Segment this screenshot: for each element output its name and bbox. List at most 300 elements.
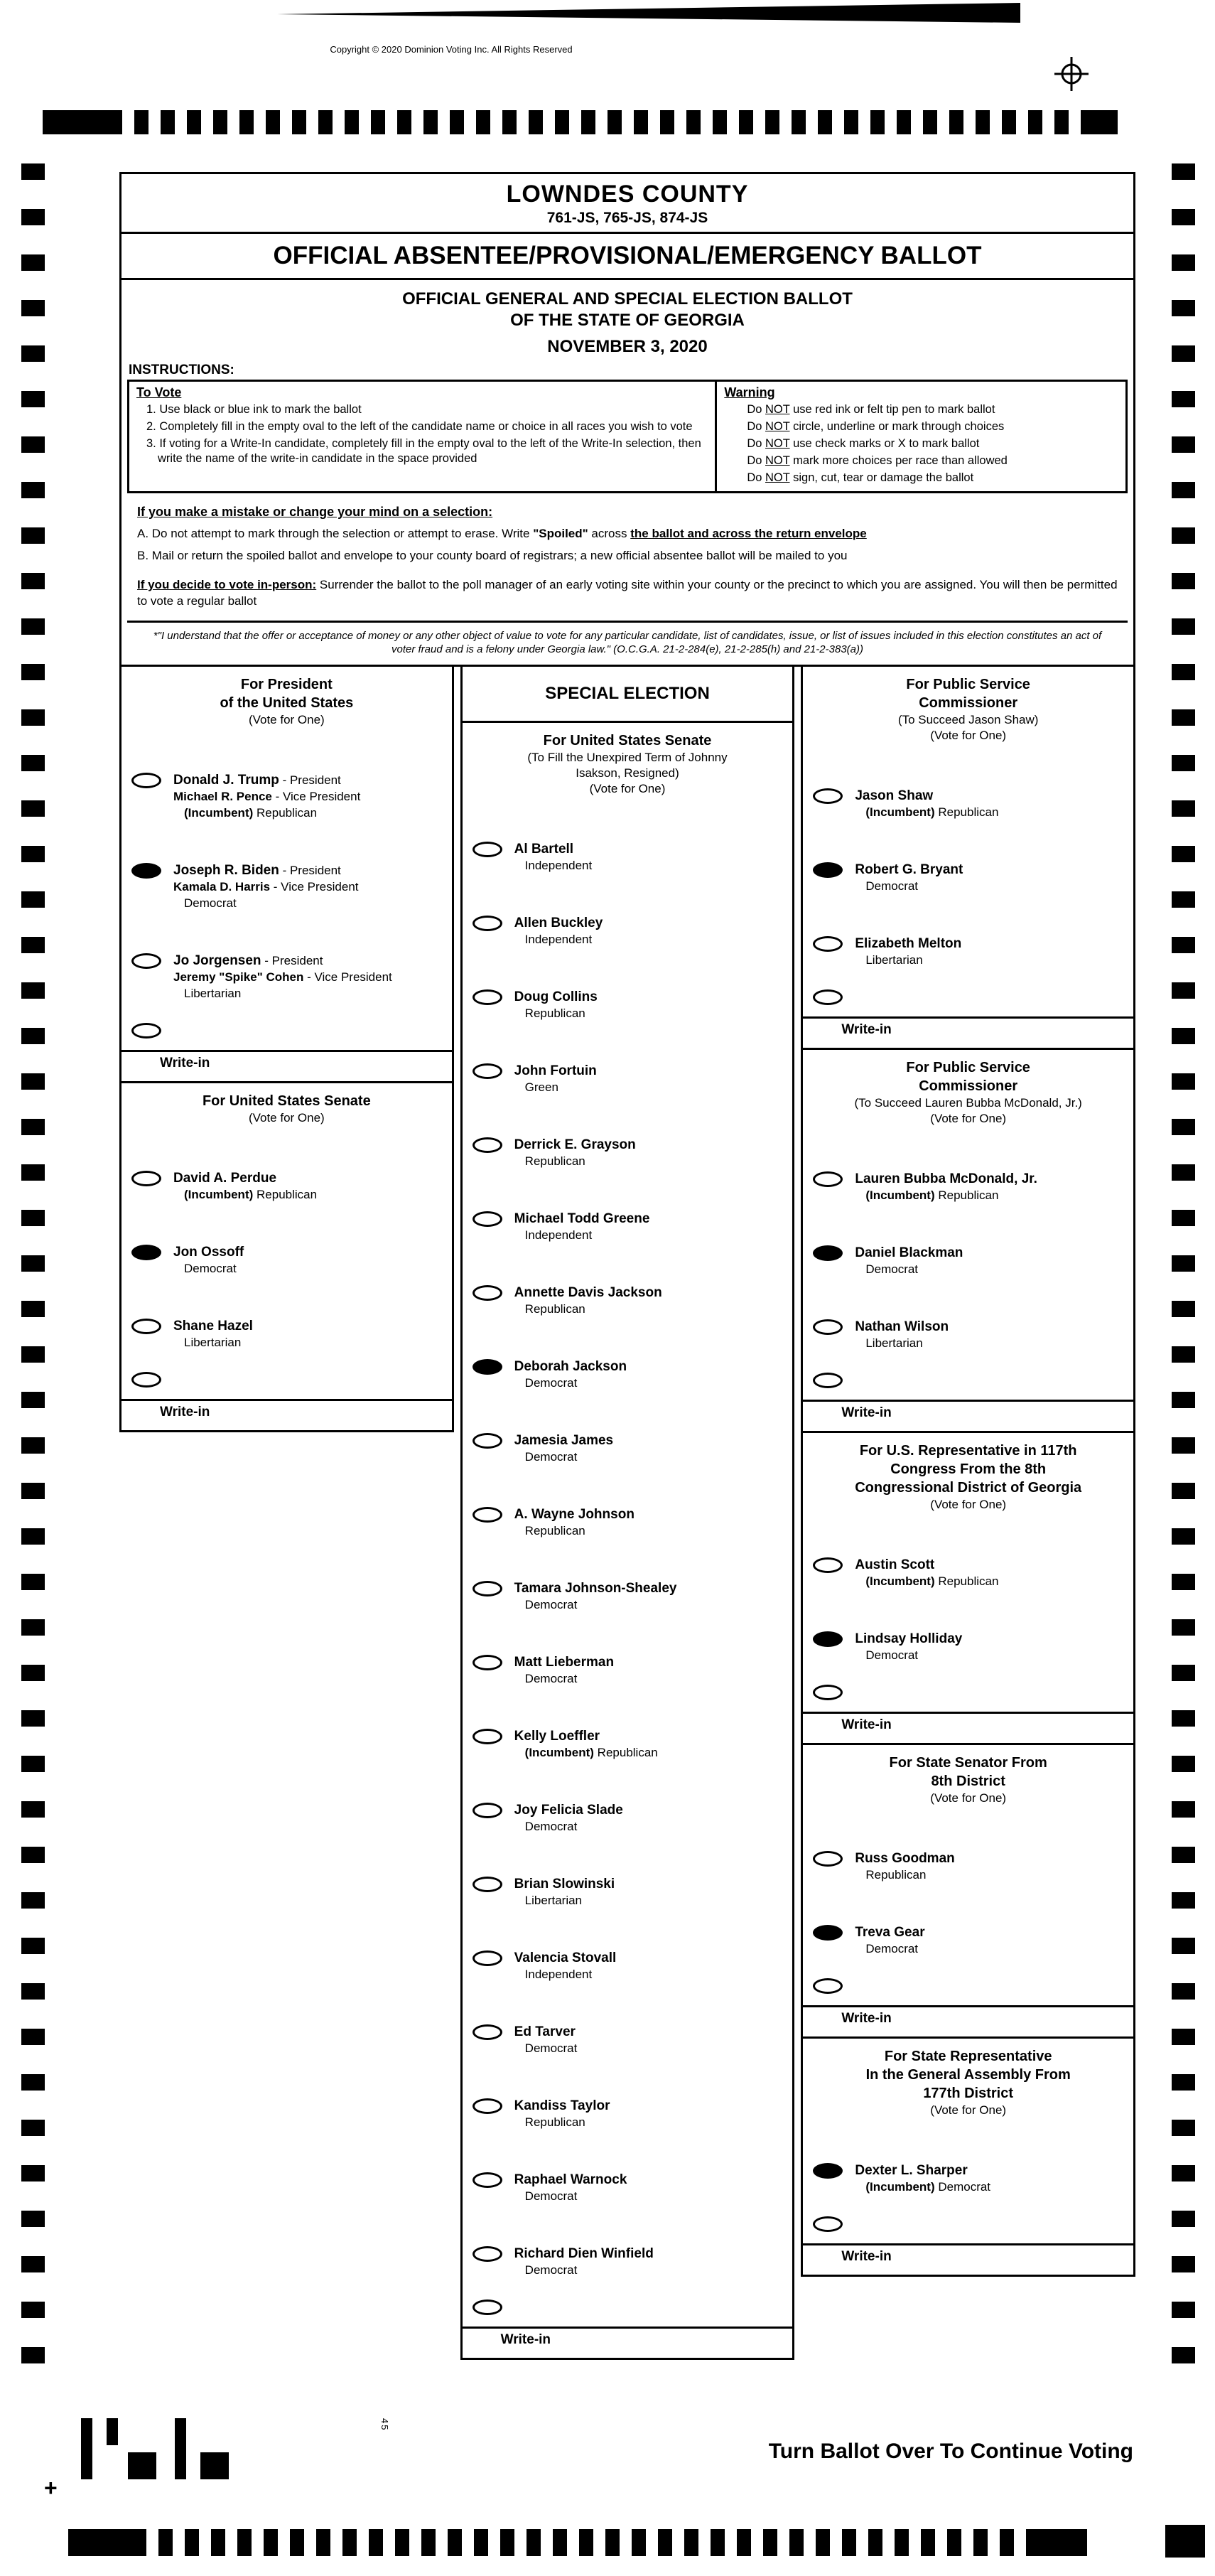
contest-header xyxy=(122,667,452,731)
timing-mark xyxy=(21,2074,45,2091)
candidate-text xyxy=(514,2024,578,2056)
candidate-row xyxy=(463,1950,793,1982)
candidate-text xyxy=(173,1170,317,1203)
candidate-row xyxy=(803,1850,1133,1883)
contest-box xyxy=(460,721,795,2360)
copyright-text: Copyright © 2020 Dominion Voting Inc. All Rights Reserved xyxy=(330,44,573,55)
ballot-oval-empty[interactable] xyxy=(472,842,502,857)
candidate-line: Kandiss Taylor xyxy=(514,2098,610,2113)
timing-mark xyxy=(21,2120,45,2136)
ballot-oval-empty[interactable] xyxy=(472,1655,502,1670)
ballot-oval-filled[interactable] xyxy=(813,1631,843,1647)
timing-mark xyxy=(1172,1665,1195,1681)
fraud-notice: *"I understand that the offer or acceptance of money or any other object of value to vote for any particular candidate, list of candidates, issue, or list of issues included in this election constitutes an act of voter fraud and is a felony under Georgia law." (O.C.G.A. 21-2-284(e), 21-2-285(h) and 21-2-383(a)) xyxy=(127,621,1128,665)
write-in-oval-empty[interactable] xyxy=(813,1685,843,1700)
contest-header xyxy=(803,1433,1133,1515)
candidate-line: Austin Scott xyxy=(855,1557,935,1572)
write-in-line[interactable] xyxy=(803,1016,1133,1019)
ballot-title-section xyxy=(122,234,1133,280)
candidate-text xyxy=(173,1318,253,1351)
candidate-row xyxy=(803,2162,1133,2195)
election-date: NOVEMBER 3, 2020 xyxy=(547,337,708,356)
candidate-line: Derrick E. Grayson xyxy=(514,1137,636,1152)
write-in-line[interactable] xyxy=(463,2327,793,2329)
timing-mark xyxy=(1172,2074,1195,2091)
timing-mark xyxy=(605,2529,620,2556)
candidate-text xyxy=(855,1924,924,1957)
contest-title: For President xyxy=(240,677,333,692)
candidate-line: Richard Dien Winfield xyxy=(514,2246,654,2261)
timing-mark xyxy=(395,2529,409,2556)
candidate-line: Nathan Wilson xyxy=(855,1319,949,1334)
timing-mark xyxy=(21,1210,45,1226)
candidate-line: Joy Felicia Slade xyxy=(514,1803,623,1818)
write-in-oval-empty[interactable] xyxy=(131,1372,161,1388)
candidate-line: Democrat xyxy=(524,2263,578,2277)
candidate-line: Libertarian xyxy=(865,953,923,967)
timing-mark xyxy=(792,110,806,134)
timing-mark xyxy=(1172,2120,1195,2136)
candidate-text xyxy=(514,915,603,948)
timing-mark xyxy=(1172,482,1195,498)
timing-mark xyxy=(1028,110,1042,134)
election-title-line1: OFFICIAL GENERAL AND SPECIAL ELECTION BALLOT xyxy=(402,289,853,308)
ballot-oval-empty[interactable] xyxy=(472,1950,502,1966)
timing-mark xyxy=(1172,891,1195,908)
timing-mark xyxy=(21,1028,45,1044)
timing-mark xyxy=(476,110,490,134)
candidate-row xyxy=(122,772,452,821)
timing-mark xyxy=(1172,1710,1195,1727)
timing-mark xyxy=(897,110,911,134)
timing-mark xyxy=(1054,110,1069,134)
candidate-line: Elizabeth Melton xyxy=(855,936,962,951)
candidate-line: (Incumbent) Republican xyxy=(865,1574,999,1588)
timing-mark xyxy=(608,110,622,134)
ballot-oval-empty[interactable] xyxy=(472,1285,502,1301)
ballot-column-2 xyxy=(460,665,795,2360)
candidate-text xyxy=(514,989,598,1021)
candidate-row xyxy=(803,1631,1133,1663)
write-in-area xyxy=(803,1373,1133,1421)
ballot-oval-empty[interactable] xyxy=(472,1877,502,1892)
timing-mark xyxy=(423,110,438,134)
to-vote-list xyxy=(136,402,708,466)
write-in-line[interactable] xyxy=(803,2243,1133,2245)
mistake-list xyxy=(127,526,1128,564)
candidate-text xyxy=(855,1631,962,1663)
turn-ballot-over-text: Turn Ballot Over To Continue Voting xyxy=(768,2440,1133,2463)
timing-mark xyxy=(21,391,45,407)
timing-mark xyxy=(421,2529,436,2556)
timing-mark xyxy=(21,2211,45,2227)
timing-mark xyxy=(818,110,832,134)
ballot-oval-empty[interactable] xyxy=(472,2024,502,2040)
timing-mark xyxy=(237,2529,252,2556)
candidate-line: Allen Buckley xyxy=(514,916,603,930)
contest-box xyxy=(801,2036,1135,2277)
mistake-instruction: A. Do not attempt to mark through the selection or attempt to erase. Write "Spoiled" across the ballot and across the return envelope xyxy=(137,527,867,540)
timing-mark xyxy=(553,2529,567,2556)
candidate-row xyxy=(463,1654,793,1687)
ballot-oval-empty[interactable] xyxy=(472,1507,502,1523)
timing-mark xyxy=(21,1938,45,1954)
ballot-oval-empty[interactable] xyxy=(472,2172,502,2188)
candidate-line: Republican xyxy=(524,1154,585,1168)
timing-mark xyxy=(21,2256,45,2272)
write-in-label: Write-in xyxy=(841,1405,892,1420)
write-in-oval-empty[interactable] xyxy=(813,2216,843,2232)
candidate-text xyxy=(514,1580,677,1613)
timing-mark xyxy=(737,2529,751,2556)
candidate-line: Brian Slowinski xyxy=(514,1877,615,1891)
timing-mark xyxy=(21,1437,45,1454)
write-in-area xyxy=(122,1372,452,1420)
candidate-row xyxy=(803,1319,1133,1351)
candidate-text xyxy=(514,1876,615,1909)
candidate-text xyxy=(514,1358,627,1391)
candidate-row xyxy=(463,1358,793,1391)
candidate-line: Lauren Bubba McDonald, Jr. xyxy=(855,1171,1037,1186)
timing-mark xyxy=(369,2529,383,2556)
timing-mark xyxy=(555,110,569,134)
candidate-text xyxy=(514,1211,650,1243)
timing-mark xyxy=(502,110,517,134)
ballot-oval-empty[interactable] xyxy=(472,1803,502,1818)
timing-mark xyxy=(21,300,45,316)
ballot-oval-empty[interactable] xyxy=(472,1729,502,1744)
candidate-line: David A. Perdue xyxy=(173,1171,277,1186)
ballot-oval-filled[interactable] xyxy=(813,2163,843,2179)
candidate-line: Valencia Stovall xyxy=(514,1950,617,1965)
ballot-oval-empty[interactable] xyxy=(813,1171,843,1187)
contest-subtitle: (To Fill the Unexpired Term of Johnny xyxy=(527,751,728,764)
candidate-text xyxy=(514,1950,617,1982)
ballot-oval-empty[interactable] xyxy=(131,773,161,788)
ballot-oval-empty[interactable] xyxy=(472,2098,502,2114)
candidate-line: Michael Todd Greene xyxy=(514,1211,650,1226)
candidate-line: Democrat xyxy=(184,1262,237,1275)
to-vote-instruction: 2. Completely fill in the empty oval to the left of the candidate name or choice in all races you wish to vote xyxy=(146,420,693,433)
in-person-note xyxy=(127,576,1128,609)
candidate-text xyxy=(855,1850,954,1883)
candidate-line: Libertarian xyxy=(524,1894,582,1907)
contest-subtitle: (Vote for One) xyxy=(930,1791,1007,1805)
contest-title: For State Representative xyxy=(884,2049,1052,2064)
timing-mark xyxy=(21,1119,45,1135)
timing-mark xyxy=(21,436,45,453)
timing-mark xyxy=(21,709,45,726)
candidate-line: Jeremy "Spike" Cohen - Vice President xyxy=(173,970,392,984)
ballot-oval-empty[interactable] xyxy=(813,1319,843,1335)
timing-mark xyxy=(921,2529,935,2556)
candidate-row xyxy=(463,2172,793,2204)
candidate-text xyxy=(855,935,961,968)
write-in-oval-empty[interactable] xyxy=(131,1023,161,1039)
candidate-line: Democrat xyxy=(865,1262,919,1276)
candidate-text xyxy=(173,952,392,1002)
timing-mark xyxy=(448,2529,462,2556)
timing-mark xyxy=(1172,391,1195,407)
timing-bar xyxy=(1026,2529,1087,2556)
candidate-line: Raphael Warnock xyxy=(514,2172,627,2187)
candidate-row xyxy=(463,1580,793,1613)
candidate-row xyxy=(463,1211,793,1243)
candidate-text xyxy=(855,1171,1037,1203)
timing-mark xyxy=(161,110,175,134)
timing-mark xyxy=(1172,2302,1195,2318)
candidate-row xyxy=(463,2098,793,2130)
timing-mark xyxy=(1172,618,1195,635)
contest-box xyxy=(801,1743,1135,2039)
candidate-text xyxy=(514,1506,634,1539)
ballot-oval-empty[interactable] xyxy=(472,1581,502,1596)
timing-mark xyxy=(684,2529,698,2556)
candidate-row xyxy=(803,935,1133,968)
candidate-row xyxy=(122,1170,452,1203)
timing-mark xyxy=(870,110,885,134)
contest-title: Commissioner xyxy=(919,1078,1018,1094)
timing-mark xyxy=(1172,300,1195,316)
timing-mark xyxy=(1172,436,1195,453)
write-in-oval-empty[interactable] xyxy=(813,1373,843,1388)
ballot-oval-empty[interactable] xyxy=(813,788,843,804)
ballot-oval-empty[interactable] xyxy=(472,1137,502,1153)
write-in-line[interactable] xyxy=(122,1050,452,1052)
candidate-line: Al Bartell xyxy=(514,842,574,857)
timing-mark xyxy=(1172,1210,1195,1226)
candidate-line: (Incumbent) Democrat xyxy=(865,2180,991,2194)
candidate-line: Joseph R. Biden - President xyxy=(173,863,341,878)
timing-mark xyxy=(21,755,45,771)
candidate-line: Republican xyxy=(524,1302,585,1316)
warning-instruction: Do NOT mark more choices per race than allowed xyxy=(747,454,1008,467)
scan-artifact xyxy=(273,1,1026,27)
candidate-line: (Incumbent) Republican xyxy=(184,806,318,820)
timing-mark xyxy=(1172,345,1195,362)
timing-mark xyxy=(660,110,674,134)
timing-mark xyxy=(21,2347,45,2363)
ballot-oval-filled[interactable] xyxy=(131,1245,161,1260)
special-election-banner: SPECIAL ELECTION xyxy=(460,665,795,723)
candidate-line: Republican xyxy=(524,1524,585,1537)
ballot-oval-empty[interactable] xyxy=(813,936,843,952)
candidate-line: (Incumbent) Republican xyxy=(865,805,999,819)
ballot-column-1 xyxy=(119,665,454,1432)
contest-box xyxy=(119,665,454,1083)
timing-mark xyxy=(1172,163,1195,180)
timing-mark xyxy=(1172,755,1195,771)
timing-mark xyxy=(1172,664,1195,680)
timing-mark xyxy=(1172,209,1195,225)
instructions-label: INSTRUCTIONS: xyxy=(129,363,234,377)
alignment-bar xyxy=(128,2452,156,2479)
ballot-oval-empty[interactable] xyxy=(472,2246,502,2262)
timing-mark xyxy=(21,982,45,999)
candidate-line: Independent xyxy=(524,859,593,872)
timing-mark xyxy=(21,1619,45,1636)
candidate-line: John Fortuin xyxy=(514,1063,597,1078)
ballot-oval-filled[interactable] xyxy=(813,1245,843,1261)
write-in-area xyxy=(122,1023,452,1071)
timing-mark xyxy=(158,2529,173,2556)
timing-mark xyxy=(868,2529,882,2556)
timing-mark xyxy=(21,846,45,862)
candidate-line: Dexter L. Sharper xyxy=(855,2163,968,2178)
timing-mark xyxy=(21,1392,45,1408)
timing-mark xyxy=(1000,2529,1014,2556)
mistake-title: If you make a mistake or change your mind on a selection: xyxy=(137,505,493,519)
write-in-oval-empty[interactable] xyxy=(813,1978,843,1994)
contest-subtitle: (To Succeed Lauren Bubba McDonald, Jr.) xyxy=(854,1096,1082,1110)
contest-title: Commissioner xyxy=(919,695,1018,711)
timing-mark xyxy=(21,482,45,498)
ballot-oval-empty[interactable] xyxy=(131,1171,161,1186)
candidate-line: Michael R. Pence - Vice President xyxy=(173,790,361,803)
county-name: LOWNDES COUNTY xyxy=(506,181,749,208)
timing-mark xyxy=(21,1255,45,1272)
ballot-oval-empty[interactable] xyxy=(472,1063,502,1079)
candidate-line: Jon Ossoff xyxy=(173,1245,244,1260)
ballot-oval-empty[interactable] xyxy=(813,1557,843,1573)
ballot-oval-empty[interactable] xyxy=(131,953,161,969)
candidate-text xyxy=(514,2172,627,2204)
contest-title: For Public Service xyxy=(906,677,1030,692)
contest-subtitle: (To Succeed Jason Shaw) xyxy=(897,713,1039,726)
timing-mark xyxy=(21,1983,45,2000)
timing-mark xyxy=(973,2529,988,2556)
in-person-text: Surrender the ballot to the poll manager of an early voting site within your county or the precinct to which you are assigned. You will then be permitted to vote a regular ballot xyxy=(137,578,1118,608)
candidate-row xyxy=(463,2245,793,2278)
timing-mark xyxy=(1172,2029,1195,2045)
timing-mark xyxy=(1172,1437,1195,1454)
candidate-row xyxy=(122,1244,452,1277)
timing-mark xyxy=(21,1847,45,1863)
candidate-line: Lindsay Holliday xyxy=(855,1631,963,1646)
timing-corner-mark xyxy=(1165,2525,1205,2558)
candidate-line: Democrat xyxy=(524,1820,578,1833)
alignment-bar xyxy=(81,2418,92,2479)
ballot-oval-filled[interactable] xyxy=(813,1925,843,1941)
candidate-row xyxy=(803,1245,1133,1277)
timing-mark xyxy=(1172,709,1195,726)
ballot-oval-empty[interactable] xyxy=(131,1319,161,1334)
mistake-section xyxy=(127,505,1128,564)
candidate-line: Libertarian xyxy=(865,1336,923,1350)
timing-mark xyxy=(1172,1392,1195,1408)
contest-subtitle: (Vote for One) xyxy=(930,2103,1007,2117)
timing-mark xyxy=(21,1483,45,1499)
timing-mark xyxy=(947,2529,961,2556)
candidate-line: Democrat xyxy=(865,879,919,893)
candidate-line: A. Wayne Johnson xyxy=(514,1507,634,1522)
candidate-line: Democrat xyxy=(865,1648,919,1662)
candidate-line: Democrat xyxy=(524,1672,578,1685)
write-in-label: Write-in xyxy=(841,1022,892,1037)
ballot-oval-empty[interactable] xyxy=(472,1211,502,1227)
registration-plus-icon: + xyxy=(44,2475,58,2501)
timing-mark xyxy=(632,2529,646,2556)
candidate-line: Treva Gear xyxy=(855,1925,925,1940)
warning-title: Warning xyxy=(724,385,775,399)
ballot-oval-empty[interactable] xyxy=(472,916,502,931)
candidate-text xyxy=(514,2245,654,2278)
timing-mark xyxy=(529,110,543,134)
candidate-row xyxy=(122,1318,452,1351)
candidate-row xyxy=(803,1557,1133,1589)
ballot-oval-empty[interactable] xyxy=(472,1433,502,1449)
timing-mark xyxy=(1002,110,1016,134)
timing-mark xyxy=(239,110,254,134)
precinct-codes: 761-JS, 765-JS, 874-JS xyxy=(546,210,708,226)
timing-mark xyxy=(1172,1801,1195,1818)
timing-mark xyxy=(949,110,963,134)
ballot-oval-empty[interactable] xyxy=(813,1851,843,1867)
candidate-line: Shane Hazel xyxy=(173,1319,253,1333)
contest-header xyxy=(803,2039,1133,2121)
timing-mark xyxy=(1172,982,1195,999)
write-in-line[interactable] xyxy=(803,2005,1133,2007)
warning-instruction: Do NOT circle, underline or mark through choices xyxy=(747,420,1005,433)
ballot-column-3 xyxy=(801,665,1135,2277)
contest-title: For U.S. Representative in 117th xyxy=(859,1443,1077,1459)
timing-mark xyxy=(1172,1346,1195,1363)
candidate-line: Independent xyxy=(524,1228,593,1242)
write-in-line[interactable] xyxy=(122,1399,452,1401)
candidate-text xyxy=(855,1245,963,1277)
ballot-oval-filled[interactable] xyxy=(131,863,161,879)
timing-bar xyxy=(68,2529,146,2556)
contest-title: For State Senator From xyxy=(889,1755,1047,1771)
ballot-title: OFFICIAL ABSENTEE/PROVISIONAL/EMERGENCY BALLOT xyxy=(273,242,982,269)
contest-header xyxy=(803,1745,1133,1809)
ballot-oval-empty[interactable] xyxy=(472,989,502,1005)
timing-mark xyxy=(21,1346,45,1363)
ballot-oval-filled[interactable] xyxy=(472,1359,502,1375)
ballot-oval-filled[interactable] xyxy=(813,862,843,878)
write-in-oval-empty[interactable] xyxy=(813,989,843,1005)
timing-bar xyxy=(43,110,122,134)
candidate-text xyxy=(514,1137,636,1169)
timing-mark xyxy=(371,110,385,134)
contest-box xyxy=(801,1431,1135,1745)
timing-mark xyxy=(318,110,333,134)
warning-list xyxy=(724,402,1118,485)
timing-mark xyxy=(1172,937,1195,953)
timing-mark xyxy=(134,110,148,134)
candidate-text xyxy=(514,1284,662,1317)
timing-mark xyxy=(1172,1892,1195,1909)
write-in-oval-empty[interactable] xyxy=(472,2299,502,2315)
write-in-line[interactable] xyxy=(803,1712,1133,1714)
contest-header xyxy=(122,1083,452,1129)
candidate-text xyxy=(514,1654,614,1687)
contest-header xyxy=(803,1050,1133,1129)
candidate-line: Democrat xyxy=(524,1450,578,1464)
write-in-line[interactable] xyxy=(803,1400,1133,1402)
timing-mark xyxy=(21,1164,45,1181)
timing-mark xyxy=(21,1801,45,1818)
candidate-text xyxy=(514,1063,597,1095)
contest-header xyxy=(463,723,793,800)
timing-mark xyxy=(21,1892,45,1909)
election-info-section xyxy=(122,280,1133,665)
timing-mark xyxy=(711,2529,725,2556)
candidate-line: (Incumbent) Republican xyxy=(184,1188,318,1201)
timing-mark xyxy=(185,2529,199,2556)
timing-mark xyxy=(21,345,45,362)
timing-mark xyxy=(739,110,753,134)
